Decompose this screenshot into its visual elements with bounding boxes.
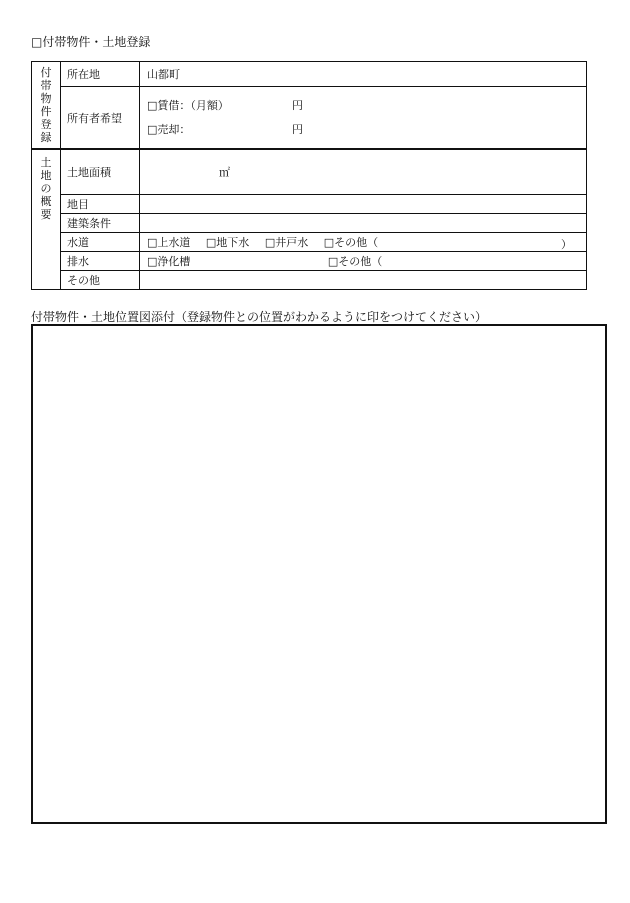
section-label-attached-property: 付 帯 物 件 登 録 (32, 62, 61, 150)
land-area-label: 土地面積 (61, 149, 140, 194)
drainage-field[interactable] (140, 251, 587, 270)
map-attachment-area[interactable] (31, 324, 607, 824)
land-category-field[interactable] (140, 194, 587, 213)
location-label: 所在地 (61, 62, 140, 87)
land-area-field[interactable] (140, 149, 587, 194)
water-supply-field[interactable] (140, 232, 587, 251)
land-area-unit: ㎡ (219, 165, 230, 179)
drainage-option-septic[interactable]: □浄化槽 (147, 254, 191, 268)
water-option-public[interactable]: □上水道 (147, 235, 191, 249)
owner-wish-field[interactable] (140, 87, 587, 149)
water-option-well[interactable]: □井戸水 (264, 235, 309, 249)
map-section-title: 付帯物件・土地位置図添付（登録物件との位置がわかるように印をつけてください） (31, 310, 488, 324)
land-category-label: 地目 (61, 194, 140, 213)
registration-table (31, 61, 587, 290)
owner-wish-label: 所有者希望 (61, 87, 140, 149)
drainage-label: 排水 (61, 251, 140, 270)
building-conditions-label: 建築条件 (61, 213, 140, 232)
form-title: □付帯物件・土地登録 (31, 35, 151, 49)
water-supply-label: 水道 (61, 232, 140, 251)
sale-option[interactable]: □売却： (147, 122, 191, 136)
other-field[interactable] (140, 270, 587, 289)
location-value[interactable]: 山都町 (140, 62, 587, 87)
sale-unit: 円 (292, 122, 303, 136)
rent-unit: 円 (292, 98, 303, 112)
rent-option[interactable]: □賃借：（月額） (147, 98, 229, 112)
water-other-close: ） (561, 237, 572, 251)
water-option-other[interactable]: □その他（ (323, 235, 379, 249)
water-option-groundwater[interactable]: □地下水 (205, 235, 250, 249)
other-label: その他 (61, 270, 140, 289)
section-label-land-overview: 土 地 の 概 要 (32, 149, 61, 289)
drainage-option-other[interactable]: □その他（ (327, 254, 383, 268)
building-conditions-field[interactable] (140, 213, 587, 232)
